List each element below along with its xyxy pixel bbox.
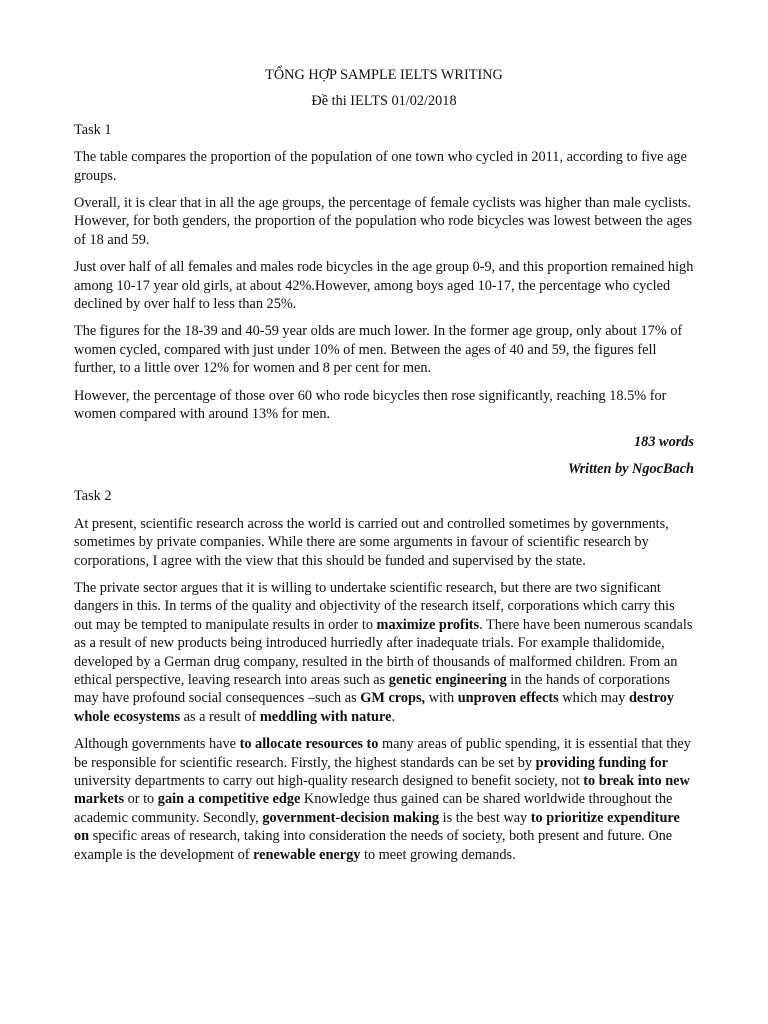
text-run: which may <box>558 690 629 707</box>
bold-phrase: providing funding for <box>535 754 669 771</box>
text-run: in the hands of corporations may have profound social consequences –such as <box>74 671 670 707</box>
bold-phrase: government-decision making <box>262 809 440 826</box>
author-credit: Written by NgocBach <box>567 460 694 477</box>
text-run: university departments to carry out high-quality research designed to benefit society, not <box>74 773 584 789</box>
text-run: specific areas of research, taking into consideration the needs of society, both present and future. One example is the development of <box>74 828 673 863</box>
bold-phrase: meddling with nature <box>259 708 392 725</box>
bold-phrase: genetic engineering <box>388 671 507 688</box>
bold-phrase: to allocate resources to <box>239 736 379 753</box>
bold-phrase: unproven effects <box>457 690 559 707</box>
bold-phrase: to break into new markets <box>74 773 690 808</box>
task1-paragraph-4: The figures for the 18-39 and 40-59 year olds are much lower. In the former age group, only about 17% of women cycled, compared with just under 10% of men. Between the ages of 40 and 59, the figures fell further, to a little over 12% for women and 8 per cent for men. <box>74 323 683 377</box>
text-run: as a result of <box>180 708 260 725</box>
task1-paragraph-3: Just over half of all females and males rode bicycles in the age group 0-9, and this proportion remained high among 10-17 year old girls, at about 42%.However, among boys aged 10-17, the percentage who cycled declined by over half to less than 25%. <box>74 259 694 313</box>
bold-phrase: destroy whole ecosystems <box>74 690 674 725</box>
text-run: . <box>391 708 396 725</box>
task2-paragraph-3 <box>74 735 694 864</box>
document-subtitle: Đề thi IELTS 01/02/2018 <box>311 93 457 110</box>
task1-label: Task 1 <box>74 121 112 138</box>
task1-paragraph-1: The table compares the proportion of the population of one town who cycled in 2011, according to five age groups. <box>74 149 687 184</box>
bold-phrase: GM crops, <box>360 690 426 707</box>
bold-phrase: maximize profits <box>376 616 480 633</box>
text-run: is the best way <box>439 809 531 826</box>
task2-paragraph-2 <box>74 579 694 726</box>
bold-phrase: to prioritize expenditure on <box>74 809 680 845</box>
text-run: or to <box>124 791 158 808</box>
task2-paragraph-1: At present, scientific research across the world is carried out and controlled sometimes by governments, sometimes by private companies. While there are some arguments in favour of scientific research by corporations, I agree with the view that this should be funded and supervised by the state. <box>74 515 669 569</box>
bold-phrase: renewable energy <box>253 846 361 863</box>
text-run: Although governments have <box>74 736 240 753</box>
task2-label: Task 2 <box>74 488 112 505</box>
text-run: with <box>425 690 458 707</box>
task1-paragraph-5: However, the percentage of those over 60 who rode bicycles then rose significantly, reaching 18.5% for women compared with around 13% for men. <box>74 387 667 423</box>
text-run: The private sector argues that it is willing to undertake scientific research, but there are two significant dangers in this. In terms of the quality and objectivity of the research itself, corporations which carry this out may be tempted to manipulate results in order to <box>74 579 675 633</box>
text-run: to meet growing demands. <box>360 846 516 863</box>
bold-phrase: gain a competitive edge <box>157 791 301 808</box>
text-run: . There have been numerous scandals as a result of new products being introduced hurriedly after inadequate trials. For example thalidomide, developed by a German drug company, resulted in the birth of thousands of malformed children. From an ethical perspective, leaving research into areas such as <box>74 616 693 688</box>
task1-paragraph-2: Overall, it is clear that in all the age groups, the percentage of female cyclists was higher than male cyclists. However, for both genders, the proportion of the population who rode bicycles was lowest between the ages of 18 and 59. <box>74 195 692 248</box>
text-run: many areas of public spending, it is essential that they be responsible for scientific research. Firstly, the highest standards can be set by <box>74 736 691 771</box>
text-run: Knowledge thus gained can be shared worldwide throughout the academic community. Secondly, <box>74 791 673 826</box>
word-count: 183 words <box>634 433 694 450</box>
document-title: TỔNG HỢP SAMPLE IELTS WRITING <box>265 67 503 83</box>
